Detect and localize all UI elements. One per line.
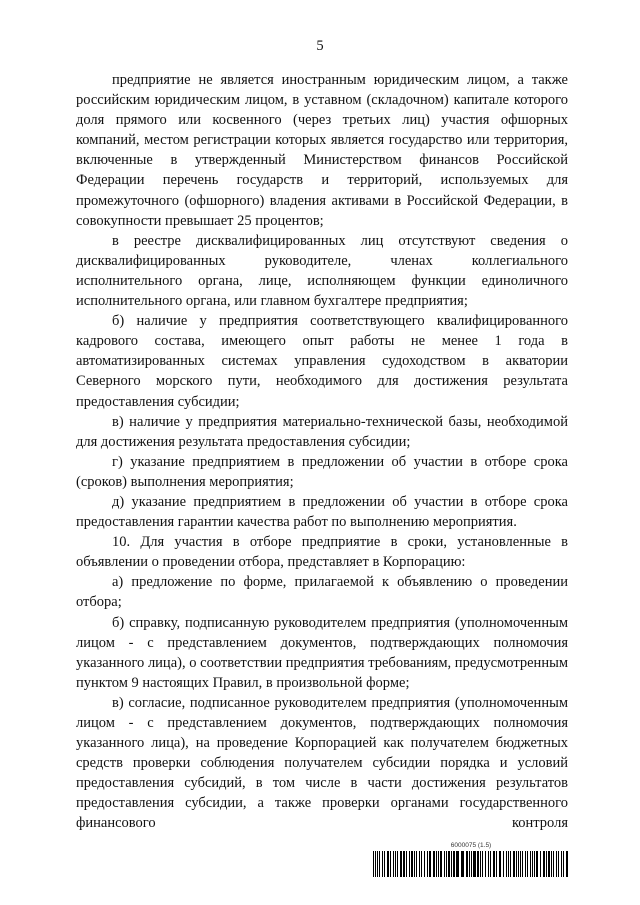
barcode-block	[372, 842, 570, 877]
paragraph-b-staff: б) наличие у предприятия соответствующего квалифицированного кадрового состава, имеющего опыт работы не менее 1 года в автоматизированных системах управления судоходством в акватории Северного морского пути, необходимого для достижения результата предоставления субсидии;	[76, 313, 568, 410]
page-number: 5	[316, 38, 324, 54]
document-body	[76, 70, 568, 834]
barcode-caption: 6000075 (1.5)	[450, 842, 492, 849]
paragraph-v-consent: в) согласие, подписанное руководителем предприятия (уполномоченным лицом - с представлением документов, подтверждающих полномочия указанного лица), на проведение Корпорацией как получателем бюджетных средств проверки соблюдения получателем субсидии порядка и условий предоставления субсидий, в том числе в части достижения результатов предоставления субсидии, а также проверки органами государственного финансового контроля	[76, 694, 568, 832]
barcode-image	[372, 851, 570, 877]
paragraph-b-certificate: б) справку, подписанную руководителем предприятия (уполномоченным лицом - с представлением документов, подтверждающих полномочия указанного лица), о соответствии предприятия требованиям, предусмотренным пунктом 9 настоящих Правил, в произвольной форме;	[76, 614, 568, 691]
paragraph-d-guarantee: д) указание предприятием в предложении об участии в отборе срока предоставления гарантии качества работ по выполнению мероприятия.	[76, 493, 568, 531]
paragraph-g-terms: г) указание предприятием в предложении об участии в отборе срока (сроков) выполнения мероприятия;	[76, 453, 568, 490]
paragraph-disqualified-registry: в реестре дисквалифицированных лиц отсутствуют сведения о дисквалифицированных руководителе, членах коллегиального исполнительного органа, лице, исполняющем функции единоличного исполнительного органа, или главном бухгалтере предприятия;	[76, 232, 568, 310]
paragraph-a-proposal: а) предложение по форме, прилагаемой к объявлению о проведении отбора;	[76, 574, 568, 611]
paragraph-v-material-base: в) наличие у предприятия материально-технической базы, необходимой для достижения результата предоставления субсидии;	[76, 413, 568, 450]
paragraph-offshore: предприятие не является иностранным юридическим лицом, а также российским юридическим лицом, в уставном (складочном) капитале которого доля прямого или косвенного (через третьих лиц) участия офшорных компаний, местом регистрации которых является государство или территория, включенные в утвержденный Министерством финансов Российской Федерации перечень государств и территорий, используемых для промежуточного (офшорного) владения активами в Российской Федерации, в совокупности превышает 25 процентов;	[76, 72, 568, 229]
paragraph-10-participation: 10. Для участия в отборе предприятие в сроки, установленные в объявлении о проведении отбора, представляет в Корпорацию:	[76, 534, 568, 571]
